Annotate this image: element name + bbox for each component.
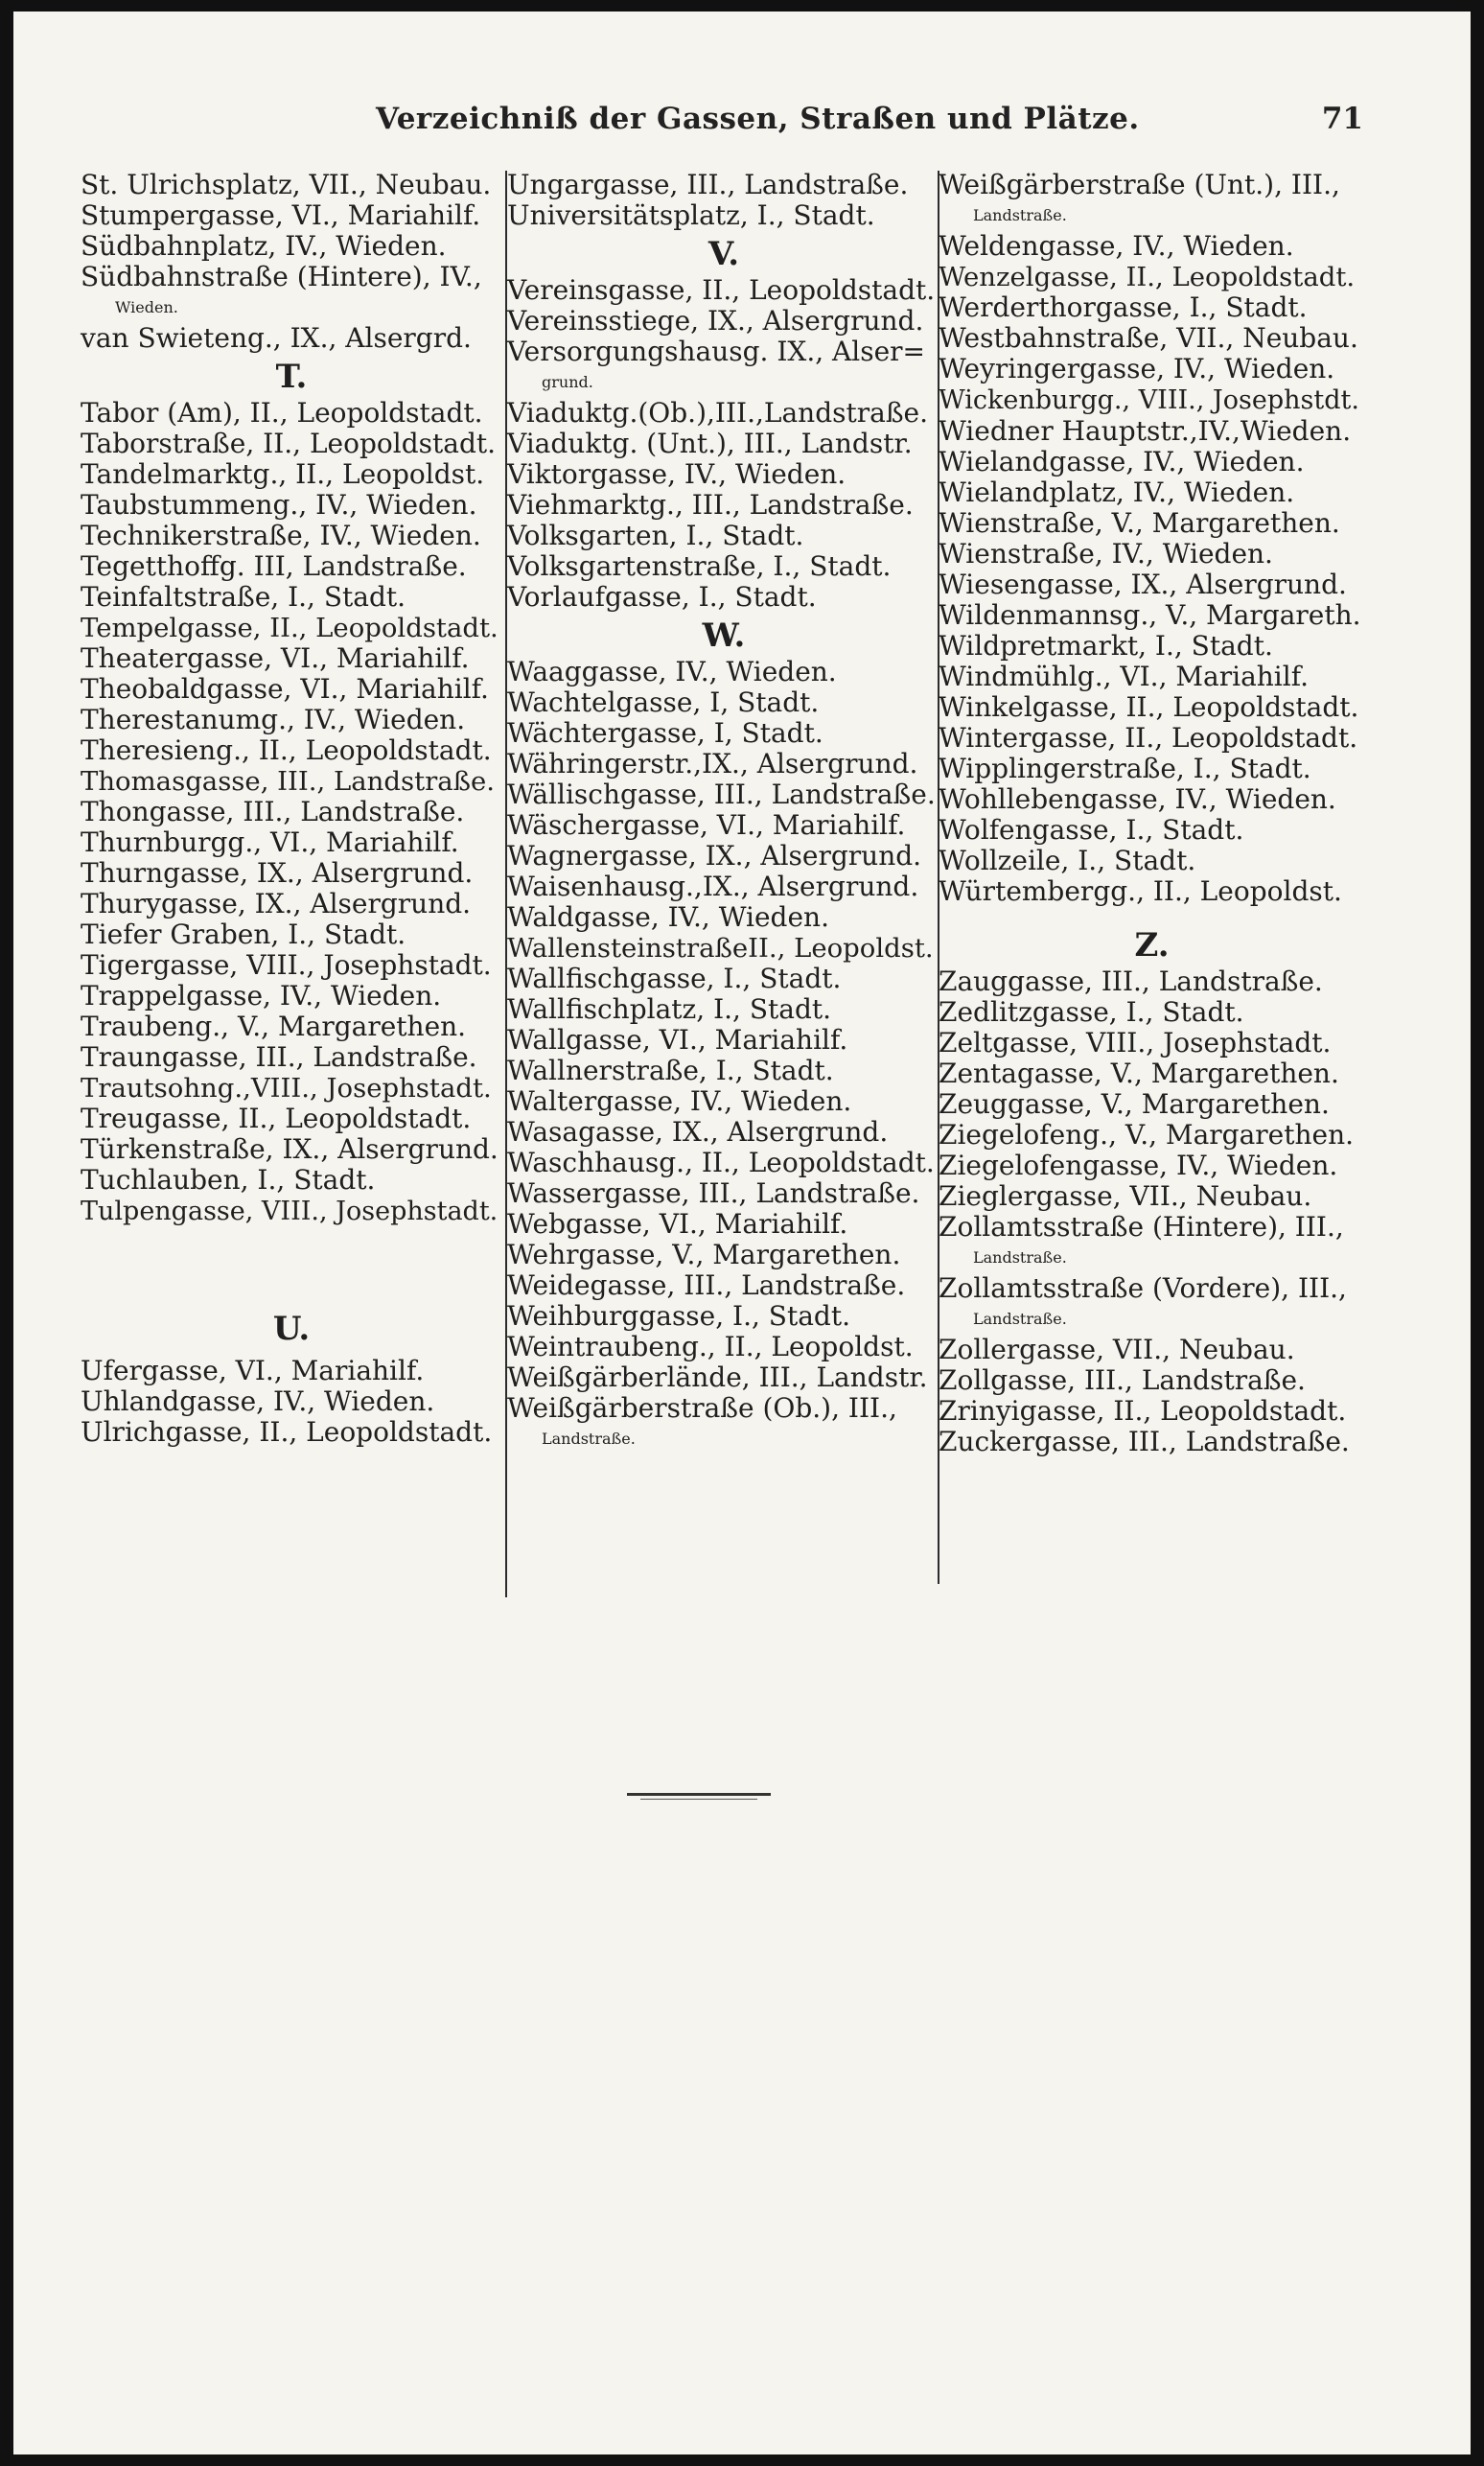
street-entry	[81, 705, 502, 735]
street-entry	[939, 997, 1365, 1028]
street-entry-continuation: grund.	[542, 373, 593, 391]
street-entry	[939, 815, 1365, 846]
street-entry	[81, 1104, 502, 1134]
street-entry-text: Zollamtsstraße (Vordere), III.,	[939, 1272, 1347, 1304]
street-entry	[81, 735, 502, 766]
street-entry	[507, 1209, 940, 1240]
street-entry	[507, 521, 940, 551]
street-entry	[507, 459, 940, 490]
street-entry	[81, 1042, 502, 1073]
street-entry-text: Wohllebengasse, IV., Wieden.	[939, 783, 1336, 815]
street-entry	[507, 902, 940, 933]
street-entry	[81, 766, 502, 797]
street-entry	[939, 416, 1365, 447]
street-entry-text: Zieglergasse, VII., Neubau.	[939, 1180, 1312, 1212]
street-entry-text: Theobaldgasse, VI., Mariahilf.	[81, 673, 489, 705]
street-entry-text: Ziegelofeng., V., Margarethen.	[939, 1119, 1355, 1151]
street-entry-text: Waisenhausg.,IX., Alsergrund.	[507, 871, 919, 902]
street-entry	[939, 354, 1365, 384]
street-entry-text: Trappelgasse, IV., Wieden.	[81, 980, 442, 1012]
street-entry-text: Wickenburgg., VIII., Josephstdt.	[939, 385, 1359, 415]
street-entry-text: Wienstraße, V., Margarethen.	[939, 507, 1340, 539]
street-entry	[81, 231, 502, 262]
street-entry	[81, 1196, 502, 1227]
street-entry-text: Wassergasse, III., Landstraße.	[507, 1177, 920, 1209]
end-rule	[627, 1793, 771, 1796]
street-entry-text: Theresieng., II., Leopoldstadt.	[81, 734, 492, 766]
street-entry	[507, 1117, 940, 1148]
street-entry	[939, 1427, 1365, 1457]
street-entry-text: Südbahnstraße (Hintere), IV.,	[81, 261, 482, 292]
street-entry	[939, 1396, 1365, 1427]
street-entry-text: Versorgungshausg. IX., Alser=	[507, 336, 926, 367]
section-letter: U.	[272, 1310, 311, 1348]
street-entry-text: Wäschergasse, VI., Mariahilf.	[507, 809, 906, 841]
street-entry	[507, 1056, 940, 1086]
street-entry	[507, 1086, 940, 1117]
street-entry	[939, 1273, 1365, 1335]
street-entry-text: Wallnerstraße, I., Stadt.	[507, 1055, 834, 1086]
street-entry	[507, 994, 940, 1025]
street-entry-text: Treugasse, II., Leopoldstadt.	[81, 1103, 472, 1134]
section-letter: V.	[707, 235, 740, 273]
street-entry	[939, 508, 1365, 539]
street-entry	[81, 490, 502, 521]
street-entry	[939, 384, 1365, 416]
street-entry	[81, 797, 502, 827]
street-entry-text: Zollgasse, III., Landstraße.	[939, 1364, 1306, 1396]
street-entry-text: Therestanumg., IV., Wieden.	[81, 704, 466, 735]
street-entry	[81, 889, 502, 919]
street-entry	[507, 1362, 940, 1393]
street-entry	[507, 490, 940, 521]
street-entry	[507, 841, 940, 872]
street-entry-text: Ungargasse, III., Landstraße.	[507, 169, 909, 200]
street-entry-text: Wallgasse, VI., Mariahilf.	[507, 1024, 848, 1056]
street-entry	[507, 964, 940, 994]
street-entry-text: Zollergasse, VII., Neubau.	[939, 1334, 1295, 1365]
street-entry-text: Wiesengasse, IX., Alsergrund.	[939, 569, 1347, 600]
street-entry-text: Zeltgasse, VIII., Josephstadt.	[939, 1027, 1332, 1059]
street-entry-text: WallensteinstraßeII., Leopoldst.	[507, 933, 934, 964]
street-entry-text: Zollamtsstraße (Hintere), III.,	[939, 1211, 1344, 1243]
street-entry	[507, 749, 940, 779]
street-entry	[939, 292, 1365, 323]
street-entry	[939, 1120, 1365, 1151]
street-entry-text: Türkenstraße, IX., Alsergrund.	[81, 1133, 499, 1165]
street-entry-text: Webgasse, VI., Mariahilf.	[507, 1208, 848, 1240]
street-entry	[507, 170, 940, 200]
column-middle	[507, 170, 940, 1454]
street-entry-text: Zauggasse, III., Landstraße.	[939, 965, 1323, 997]
street-entry-text: Wasagasse, IX., Alsergrund.	[507, 1116, 889, 1148]
street-entry	[507, 551, 940, 582]
street-entry	[81, 1165, 502, 1196]
street-entry	[939, 323, 1365, 354]
street-entry	[939, 262, 1365, 292]
street-entry-text: Wallfischplatz, I., Stadt.	[507, 993, 832, 1025]
street-entry	[507, 200, 940, 231]
street-entry-text: Wollzeile, I., Stadt.	[939, 845, 1196, 876]
street-entry-text: Wächtergasse, I, Stadt.	[507, 717, 823, 749]
street-entry-text: Westbahnstraße, VII., Neubau.	[939, 322, 1358, 354]
street-entry-text: Weidegasse, III., Landstraße.	[507, 1269, 906, 1301]
street-entry-text: Theatergasse, VI., Mariahilf.	[81, 642, 470, 674]
street-entry	[939, 1151, 1365, 1181]
street-entry-text: Weißgärberlände, III., Landstr.	[507, 1361, 928, 1393]
street-entry-text: Ziegelofengasse, IV., Wieden.	[939, 1150, 1338, 1181]
street-entry	[81, 1386, 502, 1417]
street-entry-text: Weißgärberstraße (Unt.), III.,	[939, 169, 1340, 200]
street-entry-text: Wipplingerstraße, I., Stadt.	[939, 753, 1311, 784]
street-entry-text: Zrinyigasse, II., Leopoldstadt.	[939, 1395, 1347, 1427]
street-entry	[507, 1332, 940, 1362]
street-entry-text: Zentagasse, V., Margarethen.	[939, 1058, 1339, 1089]
street-entry	[507, 1025, 940, 1056]
street-entry-continuation: Landstraße.	[973, 1248, 1067, 1267]
street-entry	[507, 306, 940, 337]
street-entry	[939, 1335, 1365, 1365]
street-entry	[81, 1356, 502, 1386]
street-entry	[507, 687, 940, 718]
page-title: Verzeichniß der Gassen, Straßen und Plätze.	[376, 102, 1140, 136]
street-entry	[81, 582, 502, 613]
street-entry-text: Viaduktg.(Ob.),III.,Landstraße.	[507, 397, 929, 429]
street-entry-text: Viehmarktg., III., Landstraße.	[507, 489, 914, 521]
street-entry	[507, 1178, 940, 1209]
street-entry	[81, 200, 502, 231]
street-entry	[939, 1365, 1365, 1396]
street-entry-text: Wolfengasse, I., Stadt.	[939, 814, 1244, 846]
street-entry	[81, 613, 502, 643]
street-entry	[939, 1181, 1365, 1212]
street-entry-text: Viktorgasse, IV., Wieden.	[507, 458, 846, 490]
street-entry	[939, 1028, 1365, 1059]
street-entry-text: Werderthorgasse, I., Stadt.	[939, 291, 1308, 323]
street-entry-text: Thomasgasse, III., Landstraße.	[81, 766, 496, 797]
street-entry-text: Wildenmannsg., V., Margareth.	[939, 599, 1361, 631]
street-entry	[939, 876, 1365, 907]
street-entry-text: Thongasse, III., Landstraße.	[81, 796, 465, 827]
street-entry-text: Tiefer Graben, I., Stadt.	[81, 919, 406, 950]
street-entry	[507, 1148, 940, 1178]
street-entry	[507, 429, 940, 459]
street-entry-text: Wenzelgasse, II., Leopoldstadt.	[939, 262, 1356, 292]
street-entry-text: Zedlitzgasse, I., Stadt.	[939, 996, 1244, 1028]
street-entry-text: Taborstraße, II., Leopoldstadt.	[81, 428, 497, 459]
page	[13, 12, 1471, 2454]
street-entry-text: Ufergasse, VI., Mariahilf.	[81, 1355, 425, 1386]
street-entry	[81, 551, 502, 582]
street-entry-text: Traungasse, III., Landstraße.	[81, 1041, 477, 1073]
street-entry	[507, 582, 940, 613]
street-entry-text: Wienstraße, IV., Wieden.	[939, 538, 1273, 570]
street-entry	[507, 810, 940, 841]
street-entry-text: Weldengasse, IV., Wieden.	[939, 230, 1294, 262]
street-entry-continuation: Landstraße.	[973, 206, 1067, 224]
section-letter: T.	[275, 358, 308, 396]
street-entry	[939, 1089, 1365, 1120]
street-entry-text: Wielandplatz, IV., Wieden.	[939, 477, 1295, 508]
street-entry-text: Weißgärberstraße (Ob.), III.,	[507, 1392, 897, 1424]
street-entry	[507, 337, 940, 398]
end-rule-thin	[640, 1799, 757, 1800]
street-entry-text: Windmühlg., VI., Mariahilf.	[939, 661, 1309, 692]
street-entry-text: Wällischgasse, III., Landstraße.	[507, 779, 936, 810]
street-entry-text: Ulrichgasse, II., Leopoldstadt.	[81, 1416, 493, 1448]
street-entry-text: Währingerstr.,IX., Alsergrund.	[507, 748, 918, 779]
street-entry	[507, 933, 940, 964]
street-entry	[81, 170, 502, 200]
street-entry	[81, 674, 502, 705]
street-entry-text: Thurnburgg., VI., Mariahilf.	[81, 826, 459, 858]
street-entry	[939, 662, 1365, 692]
street-entry	[507, 872, 940, 902]
section-letter: W.	[702, 616, 746, 655]
street-entry-text: Tigergasse, VIII., Josephstadt.	[81, 949, 492, 981]
street-entry	[81, 919, 502, 950]
street-entry	[939, 846, 1365, 876]
street-entry-text: Traubeng., V., Margarethen.	[81, 1011, 467, 1042]
street-entry-text: Weintraubeng., II., Leopoldst.	[507, 1331, 914, 1362]
street-entry-text: Thurygasse, IX., Alsergrund.	[81, 888, 472, 919]
street-entry-text: Wehrgasse, V., Margarethen.	[507, 1239, 901, 1270]
street-entry-text: Tuchlauben, I., Stadt.	[81, 1164, 376, 1196]
street-entry-text: Viaduktg. (Unt.), III., Landstr.	[507, 428, 913, 459]
column-right	[939, 170, 1365, 1457]
page-header	[88, 102, 1363, 169]
street-entry-text: Südbahnplatz, IV., Wieden.	[81, 230, 447, 262]
street-entry-text: Waaggasse, IV., Wieden.	[507, 656, 837, 687]
street-entry	[81, 858, 502, 889]
street-entry-text: Volksgartenstraße, I., Stadt.	[507, 550, 892, 582]
street-entry	[507, 1270, 940, 1301]
street-entry	[81, 950, 502, 981]
street-entry-continuation: Landstraße.	[973, 1310, 1067, 1328]
street-entry	[507, 1393, 940, 1454]
street-entry-text: Wachtelgasse, I, Stadt.	[507, 686, 820, 718]
street-entry-text: Waldgasse, IV., Wieden.	[507, 901, 829, 933]
street-entry	[939, 692, 1365, 723]
street-entry-text: Tegetthoffg. III, Landstraße.	[81, 550, 467, 582]
section-letter: Z.	[1134, 926, 1170, 965]
street-entry	[939, 723, 1365, 754]
street-entry-text: Wielandgasse, IV., Wieden.	[939, 446, 1305, 477]
street-entry	[507, 657, 940, 687]
street-entry	[507, 779, 940, 810]
street-entry-text: Uhlandgasse, IV., Wieden.	[81, 1385, 435, 1417]
street-entry	[81, 262, 502, 323]
street-entry-text: Zuckergasse, III., Landstraße.	[939, 1426, 1350, 1457]
street-entry	[939, 784, 1365, 815]
street-entry	[939, 539, 1365, 570]
street-entry-text: Vorlaufgasse, I., Stadt.	[507, 581, 817, 613]
street-entry	[939, 1059, 1365, 1089]
street-entry	[81, 643, 502, 674]
street-entry-text: Tabor (Am), II., Leopoldstadt.	[81, 397, 483, 429]
street-entry-text: Wallfischgasse, I., Stadt.	[507, 963, 842, 994]
street-entry	[507, 1301, 940, 1332]
street-entry-text: Taubstummeng., IV., Wieden.	[81, 489, 477, 521]
street-entry-text: van Swieteng., IX., Alsergrd.	[81, 322, 472, 354]
street-entry-text: Vereinsgasse, II., Leopoldstadt.	[507, 274, 936, 306]
street-entry	[939, 1212, 1365, 1273]
street-entry-text: Wagnergasse, IX., Alsergrund.	[507, 840, 922, 872]
street-entry-text: Teinfaltstraße, I., Stadt.	[81, 581, 406, 613]
street-entry	[81, 1134, 502, 1165]
street-entry-text: Tandelmarktg., II., Leopoldst.	[81, 458, 485, 490]
street-entry-text: Volksgarten, I., Stadt.	[507, 520, 804, 551]
street-entry-text: Zeuggasse, V., Margarethen.	[939, 1088, 1330, 1120]
column-left	[81, 170, 502, 1448]
street-entry-text: Vereinsstiege, IX., Alsergrund.	[507, 305, 924, 337]
street-entry-continuation: Wieden.	[115, 298, 178, 316]
street-entry	[81, 459, 502, 490]
street-entry	[81, 981, 502, 1012]
street-entry	[939, 170, 1365, 231]
street-entry	[939, 477, 1365, 508]
street-entry	[81, 1417, 502, 1448]
street-entry-text: Weihburggasse, I., Stadt.	[507, 1300, 851, 1332]
street-entry	[939, 600, 1365, 631]
street-entry-text: Wiedner Hauptstr.,IV.,Wieden.	[939, 415, 1352, 447]
street-entry-text: Thurngasse, IX., Alsergrund.	[81, 857, 474, 889]
street-entry-text: St. Ulrichsplatz, VII., Neubau.	[81, 169, 492, 200]
street-entry-continuation: Landstraße.	[542, 1430, 636, 1448]
street-entry	[81, 827, 502, 858]
street-entry-text: Universitätsplatz, I., Stadt.	[507, 199, 875, 231]
street-entry-text: Würtembergg., II., Leopoldst.	[939, 875, 1342, 907]
street-entry-text: Tempelgasse, II., Leopoldstadt.	[81, 613, 499, 643]
street-entry	[81, 323, 502, 354]
page-number: 71	[1321, 102, 1363, 136]
street-entry	[507, 718, 940, 749]
street-entry-text: Trautsohng.,VIII., Josephstadt.	[81, 1073, 492, 1104]
street-entry-text: Winkelgasse, II., Leopoldstadt.	[939, 691, 1359, 723]
street-entry	[507, 1240, 940, 1270]
street-entry	[81, 1012, 502, 1042]
street-entry-text: Tulpengasse, VIII., Josephstadt.	[81, 1197, 499, 1226]
street-entry	[81, 429, 502, 459]
street-entry-text: Waschhausg., II., Leopoldstadt.	[507, 1147, 935, 1178]
street-entry-text: Weyringergasse, IV., Wieden.	[939, 353, 1335, 384]
street-entry-text: Waltergasse, IV., Wieden.	[507, 1085, 852, 1117]
street-entry	[939, 754, 1365, 784]
street-entry	[939, 631, 1365, 662]
street-entry	[81, 521, 502, 551]
street-entry-text: Wintergasse, II., Leopoldstadt.	[939, 722, 1358, 754]
street-entry	[81, 1073, 502, 1104]
street-entry	[939, 966, 1365, 997]
street-entry	[507, 275, 940, 306]
street-entry	[939, 570, 1365, 600]
street-entry	[81, 398, 502, 429]
street-entry	[939, 447, 1365, 477]
street-entry-text: Stumpergasse, VI., Mariahilf.	[81, 199, 481, 231]
street-entry-text: Technikerstraße, IV., Wieden.	[81, 520, 481, 551]
street-entry	[939, 231, 1365, 262]
street-entry-text: Wildpretmarkt, I., Stadt.	[939, 630, 1273, 662]
street-entry	[507, 398, 940, 429]
